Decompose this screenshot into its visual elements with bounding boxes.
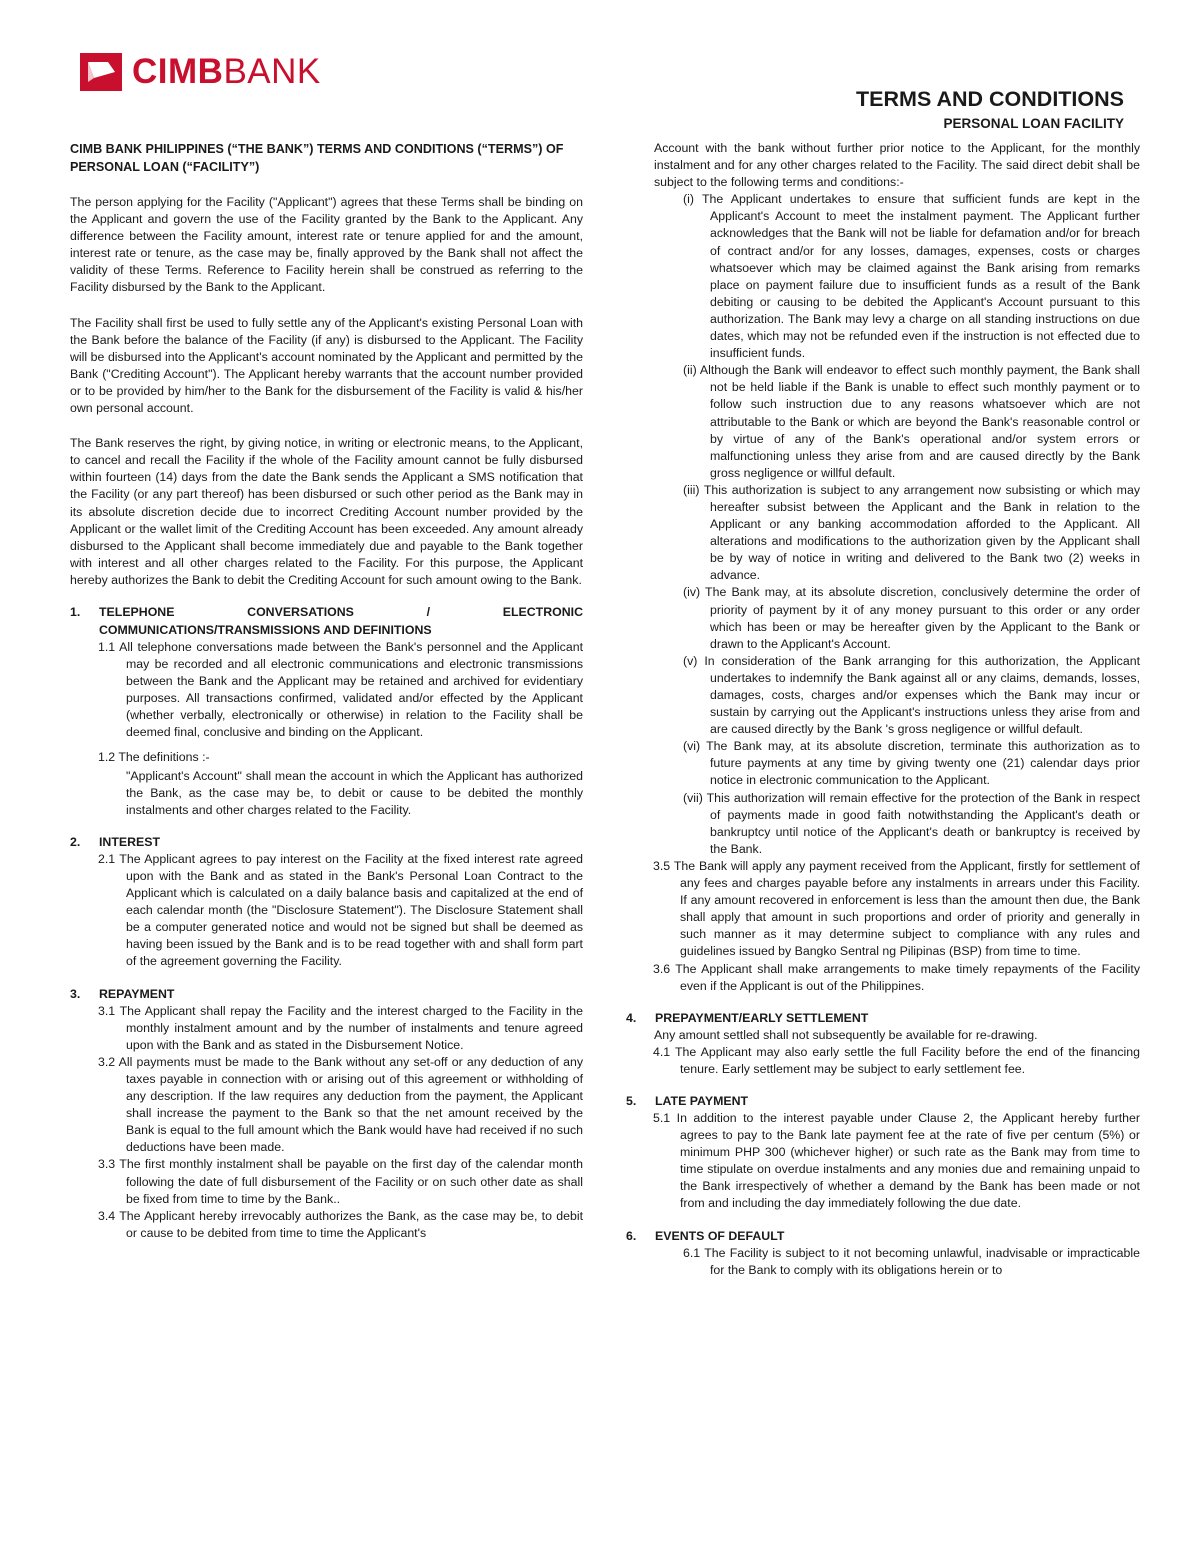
clause-3-4: 3.4 The Applicant hereby irrevocably authorizes the Bank, as the case may be, to debit or cause to be debited from time to time the Applicant's	[98, 1208, 583, 1240]
authorization-item-i: (i) The Applicant undertakes to ensure that sufficient funds are kept in the Applicant's Account to meet the instalment payment. The Applicant further acknowledges that the Bank will not be liable for defamation and/or for breach of contract and/or for any losses, damages, expenses, costs or charges whatsoever which may be claimed against the Bank arising from remarks place on payment failure due to insufficient funds as a result of the Bank debiting or causing to be debited the Applicant's Account pursuant to this authorization. The Bank may levy a charge on all standing instructions on due dates, which may not be refunded even if the instruction is not effected due to insufficient funds.	[683, 192, 1140, 361]
clause-3-1: 3.1 The Applicant shall repay the Facility and the interest charged to the Facility in the monthly instalment amount and by the number of instalments and tenure agreed upon with the Bank and as stated in the Disbursement Notice.	[98, 1003, 583, 1052]
document-title	[856, 86, 1124, 133]
authorization-item-iv: (iv) The Bank may, at its absolute discretion, conclusively determine the order of priority of payment by it of any money pursuant to this order or any order which has been or may be hereafter given by the Applicant to the Bank or drawn to the Applicant's Account.	[683, 585, 1140, 651]
intro-paragraph-3: The Bank reserves the right, by giving notice, in writing or electronic means, to the Applicant, to cancel and recall the Facility if the whole of the Facility amount cannot be fully disbursed within fourteen (14) days from the date the Bank sends the Applicant a SMS notification that the Facility (or any part thereof) has been disbursed or such other period as the Bank may in its absolute discretion decide due to incorrect Crediting Account number provided by the Applicant or the wallet limit of the Crediting Account has been exceeded. Any amount already disbursed to the Applicant shall become immediately due and payable to the Bank together with interest and all other charges related to the Facility. For this purpose, the Applicant hereby authorizes the Bank to debit the Crediting Account for such amount owing to the Bank.	[70, 436, 583, 587]
clause-3-3: 3.3 The first monthly instalment shall be payable on the first day of the calendar month following the date of full disbursement of the Facility or on such other date as shall be fixed from time to time by the Bank..	[98, 1157, 583, 1206]
cimb-logo	[80, 52, 321, 92]
clause-5-1: 5.1 In addition to the interest payable under Clause 2, the Applicant hereby further agrees to pay to the Bank late payment fee at the rate of five per centum (5%) or minimum PHP 300 (whichever higher) or such rate as the Bank may from time to time stipulate on overdue instalments and any monies due and remaining unpaid to the Bank irrespectively of whether a demand by the Bank has been made or not from and including the day immediately following the due date.	[653, 1110, 1140, 1211]
clause-3-2: 3.2 All payments must be made to the Bank without any set-off or any deduction of any taxes payable in connection with or arising out of this agreement or withholding of any description. If the law requires any deduction from the payment, the Applicant shall increase the payment to the Bank so that the net amount received by the Bank is equal to the full amount which the Bank would have had received if no such deductions have been made.	[98, 1054, 583, 1155]
title-sub: PERSONAL LOAN FACILITY	[943, 116, 1124, 131]
authorization-item-iii: (iii) This authorization is subject to any arrangement now subsisting or which may hereafter subsist between the Applicant and the Bank in relation to the Applicant or any banking accommodation afforded to the Applicant. All alterations and modifications to the authorization given by the Applicant shall be by way of notice in writing and delivered to the Bank two (2) weeks in advance.	[683, 482, 1140, 583]
section-5	[626, 1092, 1140, 1213]
section-1	[70, 603, 583, 819]
section-6	[626, 1227, 1140, 1279]
right-column	[626, 140, 1140, 1279]
brand-name: CIMBBANK	[132, 52, 321, 91]
left-column	[70, 140, 583, 1242]
clause-4-1: 4.1 The Applicant may also early settle the full Facility before the end of the financing tenure. Early settlement may be subject to early settlement fee.	[653, 1044, 1140, 1076]
section-3	[70, 985, 583, 1242]
clause-2-1: 2.1 The Applicant agrees to pay interest on the Facility at the fixed interest rate agreed upon with the Bank and as stated in the Bank's Personal Loan Contract to the Applicant which is calculated on a daily balance basis and capitalized at the end of each calendar month (the "Disclosure Statement"). The Disclosure Statement shall be a computer generated notice and would not be signed but shall be deemed as having been issued by the Bank and is to be read together with and shall form part of the agreement governing the Facility.	[98, 851, 583, 969]
authorization-item-ii: (ii) Although the Bank will endeavor to effect such monthly payment, the Bank shall not be held liable if the Bank is unable to effect such monthly payment or to follow such instruction due to any reasons whatsoever which are not attributable to the Bank or which are beyond the Bank's reasonable control or by virtue of any of the Bank's operational and/or system errors or malfunctioning unless they arise from and are caused directly by the Bank gross negligence or willful default.	[683, 363, 1140, 480]
clause-3-4-continued: Account with the bank without further prior notice to the Applicant, for the monthly instalment and for any other charges related to the Facility. The said direct debit shall be subject to the following terms and conditions:-	[654, 141, 1140, 190]
definition-applicants-account: "Applicant's Account" shall mean the account in which the Applicant has authorized the Bank, as the case may be, to debit or cause to be debited the monthly instalments and other charges related to the Facility.	[126, 768, 583, 817]
section-3-heading: 3. REPAYMENT	[70, 986, 175, 1001]
section-5-heading: 5. LATE PAYMENT	[626, 1093, 749, 1108]
authorization-item-vii: (vii) This authorization will remain effective for the protection of the Bank in respect of payments made in good faith notwithstanding the Applicant's death or bankruptcy until notice of the Applicant's death or bankruptcy is received by the Bank.	[683, 790, 1140, 856]
section-2-heading: 2. INTEREST	[70, 834, 161, 849]
section-4-heading: 4. PREPAYMENT/EARLY SETTLEMENT	[626, 1010, 869, 1025]
section-1-heading: 1. TELEPHONE CONVERSATIONS / ELECTRONIC COMMUNICATIONS/TRANSMISSIONS AND DEFINITIONS	[70, 604, 583, 637]
intro-paragraph-1: The person applying for the Facility ("Applicant") agrees that these Terms shall be binding on the Applicant and govern the use of the Facility granted by the Bank to the Applicant. Any difference between the Facility amount, interest rate or tenure applied for and the amount, interest rate or tenure, as the case may be, finally approved by the Bank shall not affect the validity of these Terms. Reference to Facility herein shall be construed as referring to the Facility disbursed by the Bank to the Applicant.	[70, 195, 583, 295]
cimb-logo-icon	[80, 53, 122, 91]
section-2	[70, 833, 583, 971]
section-4	[626, 1009, 1140, 1078]
clause-1-1: 1.1 All telephone conversations made between the Bank's personnel and the Applicant may be recorded and all electronic communications and electronic transmissions between the Bank and the Applicant may be retained and archived for evidentiary purposes. All transactions confirmed, validated and/or effected by the Applicant (whether verbally, electronically or otherwise) in relation to the Facility shall be deemed final, conclusive and binding on the Applicant.	[98, 639, 583, 740]
title-main: TERMS AND CONDITIONS	[856, 87, 1124, 111]
clause-6-1: 6.1 The Facility is subject to it not becoming unlawful, inadvisable or impracticable for the Bank to comply with its obligations herein or to	[683, 1245, 1140, 1277]
clause-1-2: 1.2 The definitions :-	[98, 749, 210, 764]
clause-3-5: 3.5 The Bank will apply any payment received from the Applicant, firstly for settlement of any fees and charges payable before any instalments in arrears under this Facility. If any amount recovered in enforcement is less than the amount then due, the Bank shall apply that amount in such proportions and order of priority and generally in such manner as it may determine subject to compliance with any rules and guidelines issued by Bangko Sentral ng Pilipinas (BSP) from time to time.	[653, 858, 1140, 959]
clause-3-6: 3.6 The Applicant shall make arrangements to make timely repayments of the Facility even if the Applicant is out of the Philippines.	[653, 961, 1140, 993]
authorization-item-vi: (vi) The Bank may, at its absolute discretion, terminate this authorization as to future payments at any time by giving twenty one (21) calendar days prior notice in electronic communication to the Applicant.	[683, 739, 1140, 788]
section-4-intro: Any amount settled shall not subsequently be available for re-drawing.	[654, 1027, 1038, 1042]
section-6-heading: 6. EVENTS OF DEFAULT	[626, 1228, 785, 1243]
document-heading: CIMB BANK PHILIPPINES (“THE BANK”) TERMS AND CONDITIONS (“TERMS”) OF PERSONAL LOAN (“FACILITY”)	[70, 142, 564, 174]
authorization-item-v: (v) In consideration of the Bank arranging for this authorization, the Applicant undertakes to indemnify the Bank against all or any claims, demands, losses, damages, costs, charges and/or expenses which the Bank may incur or sustain by carrying out the Applicant's instructions unless they arise from and are caused directly by the Bank 's gross negligence or willful default.	[683, 653, 1140, 737]
intro-paragraph-2: The Facility shall first be used to fully settle any of the Applicant's existing Personal Loan with the Bank before the balance of the Facility (if any) is disbursed to the Applicant. The Facility will be disbursed into the Applicant's account nominated by the Applicant and permitted by the Bank ("Crediting Account"). The Applicant hereby warrants that the account number provided or to be provided by him/her to the Bank for the disbursement of the Facility is valid & his/her own personal account.	[70, 315, 583, 416]
